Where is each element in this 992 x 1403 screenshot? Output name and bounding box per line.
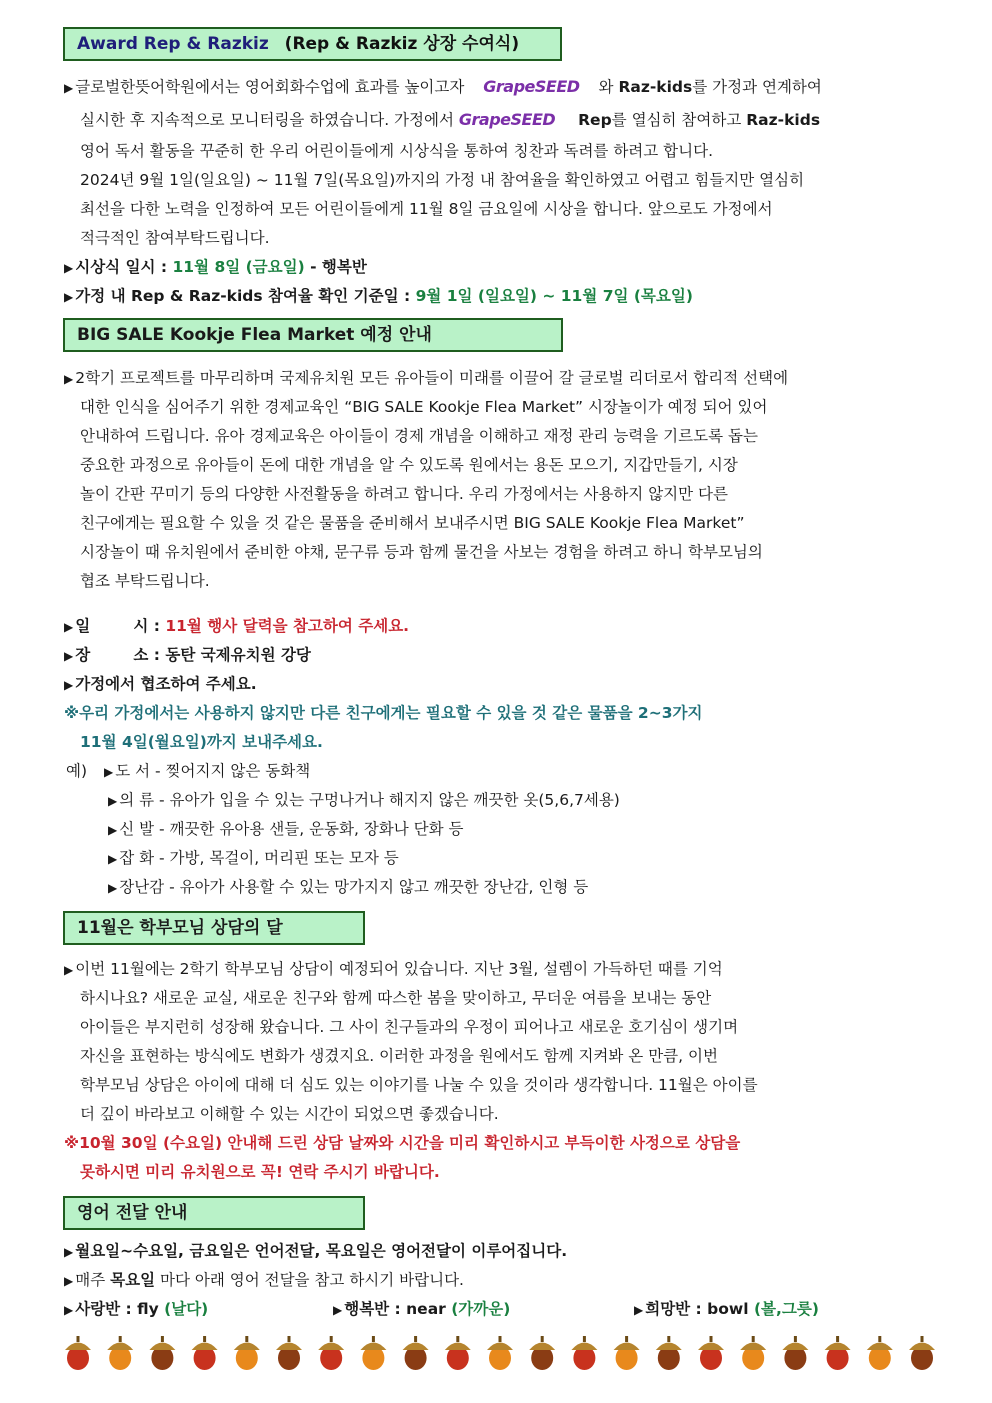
flea-line: 협조 부탁드립니다. bbox=[80, 572, 210, 590]
english-class-haengbok: ▶ 행복반 : near (가까운) bbox=[333, 1300, 511, 1318]
acorn-icon bbox=[65, 1336, 91, 1370]
acorn-icon bbox=[740, 1336, 766, 1370]
triangle-bullet-icon: ▶ bbox=[108, 823, 118, 837]
ceremony-date-line: ▶ 시상식 일시 : 11월 8일 (금요일) - 행복반 bbox=[64, 258, 367, 276]
acorn-icon bbox=[276, 1336, 302, 1370]
acorn-icon bbox=[107, 1336, 133, 1370]
consult-line: 자신을 표현하는 방식에도 변화가 생겼지요. 이러한 과정을 원에서도 함께 지켜봐 온 만큼, 이번 bbox=[80, 1047, 718, 1065]
consult-line: ▶ 이번 11월에는 2학기 학부모님 상담이 예정되어 있습니다. 지난 3월, 설렘이 가득하던 때를 기억 bbox=[64, 960, 723, 978]
acorn-icon bbox=[614, 1336, 640, 1370]
award-title-ko: (Rep & Razkiz 상장 수여식) bbox=[284, 34, 520, 54]
triangle-bullet-icon: ▶ bbox=[104, 765, 114, 779]
acorn-icon bbox=[529, 1336, 555, 1370]
flea-line: 친구에게는 필요할 수 있을 것 같은 물품을 준비해서 보내주시면 BIG SALE Kookje Flea Market” bbox=[80, 514, 745, 532]
consult-note-1: ※10월 30일 (수요일) 안내해 드린 상담 날짜와 시간을 미리 확인하시고 부득이한 사정으로 상담을 bbox=[64, 1134, 741, 1152]
acorn-icon bbox=[360, 1336, 386, 1370]
grapeseed-logo: GrapeSEED bbox=[483, 77, 580, 96]
triangle-bullet-icon: ▶ bbox=[64, 81, 74, 95]
consult-line: 학부모님 상담은 아이에 대해 더 심도 있는 이야기를 나눌 수 있을 것이라 생각합니다. 11월은 아이를 bbox=[80, 1076, 758, 1094]
award-line-4: 2024년 9월 1일(일요일) ~ 11월 7일(목요일)까지의 가정 내 참여율을 확인하였고 어렵고 힘들지만 열심히 bbox=[80, 171, 805, 189]
acorn-icon bbox=[909, 1336, 935, 1370]
award-line-6: 적극적인 참여부탁드립니다. bbox=[80, 229, 270, 247]
flea-line: 대한 인식을 심어주기 위한 경제교육인 “BIG SALE Kookje Flea Market” 시장놀이가 예정 되어 있어 bbox=[80, 398, 768, 416]
flea-line: 안내하여 드립니다. 유아 경제교육은 아이들이 경제 개념을 이해하고 재정 관리 능력을 기르도록 돕는 bbox=[80, 427, 758, 445]
acorn-icon bbox=[698, 1336, 724, 1370]
award-line-1: ▶ 글로벌한뜻어학원에서는 영어회화수업에 효과를 높이고자 GrapeSEED 와 Raz-kids를 가정과 연계하여 bbox=[64, 77, 822, 96]
flea-section-title: BIG SALE Kookje Flea Market 예정 안내 bbox=[63, 318, 563, 352]
english-class-sarang: ▶ 사랑반 : fly (날다) bbox=[64, 1300, 209, 1318]
acorn-icon bbox=[782, 1336, 808, 1370]
flea-home-line: ▶ 가정에서 협조하여 주세요. bbox=[64, 675, 257, 693]
example-item: ▶ 잡 화 - 가방, 목걸이, 머리핀 또는 모자 등 bbox=[108, 849, 399, 867]
triangle-bullet-icon: ▶ bbox=[108, 794, 118, 808]
acorn-icon bbox=[445, 1336, 471, 1370]
grapeseed-logo-2: GrapeSEED bbox=[458, 110, 556, 129]
english-line-2: ▶ 매주 목요일 마다 아래 영어 전달을 참고 하시기 바랍니다. bbox=[64, 1271, 464, 1289]
triangle-bullet-icon: ▶ bbox=[108, 881, 118, 895]
award-title-en: Award Rep & Razkiz bbox=[77, 34, 269, 54]
english-line-1: ▶ 월요일~수요일, 금요일은 언어전달, 목요일은 영어전달이 이루어집니다. bbox=[64, 1242, 568, 1260]
triangle-bullet-icon: ▶ bbox=[108, 852, 118, 866]
flea-place-line: ▶ 장 소 : 동탄 국제유치원 강당 bbox=[64, 646, 311, 664]
acorn-icon bbox=[403, 1336, 429, 1370]
acorn-icon bbox=[234, 1336, 260, 1370]
consult-section-title: 11월은 학부모님 상담의 달 bbox=[63, 911, 365, 945]
flea-date-line: ▶ 일 시 : 11월 행사 달력을 참고하여 주세요. bbox=[64, 617, 410, 635]
acorn-icon bbox=[192, 1336, 218, 1370]
award-line-2: 실시한 후 지속적으로 모니터링을 하였습니다. 가정에서 GrapeSEED Rep를 열심히 참여하고 Raz-kids bbox=[80, 110, 821, 129]
award-section-title bbox=[63, 27, 562, 61]
acorn-icon bbox=[825, 1336, 851, 1370]
flea-line: 시장놀이 때 유치원에서 준비한 야채, 문구류 등과 함께 물건을 사보는 경험을 하려고 하니 학부모님의 bbox=[80, 543, 763, 561]
consult-line: 아이들은 부지런히 성장해 왔습니다. 그 사이 친구들과의 우정이 피어나고 새로운 호기심이 생기며 bbox=[80, 1018, 739, 1036]
acorn-border bbox=[60, 1333, 940, 1373]
raz-kids-label: Raz-kids bbox=[618, 78, 693, 96]
acorn-icon bbox=[867, 1336, 893, 1370]
acorn-icon bbox=[487, 1336, 513, 1370]
acorn-icon bbox=[149, 1336, 175, 1370]
example-item: ▶ 의 류 - 유아가 입을 수 있는 구멍나거나 해지지 않은 깨끗한 옷(5,6,7세용) bbox=[108, 791, 620, 809]
award-line-5: 최선을 다한 노력을 인정하여 모든 어린이들에게 11월 8일 금요일에 시상을 합니다. 앞으로도 가정에서 bbox=[80, 200, 773, 218]
example-item: ▶ 도 서 - 찢어지지 않은 동화책 bbox=[104, 762, 311, 780]
acorn-icon bbox=[571, 1336, 597, 1370]
triangle-bullet-icon: ▶ bbox=[64, 372, 74, 386]
consult-line: 더 깊이 바라보고 이해할 수 있는 시간이 되었으면 좋겠습니다. bbox=[80, 1105, 499, 1123]
example-prefix: 예) bbox=[66, 762, 88, 780]
example-item: ▶ 신 발 - 깨끗한 유아용 샌들, 운동화, 장화나 단화 등 bbox=[108, 820, 464, 838]
flea-note-2: 11월 4일(월요일)까지 보내주세요. bbox=[80, 733, 323, 751]
criteria-line: ▶ 가정 내 Rep & Raz-kids 참여율 확인 기준일 : 9월 1일 (일요일) ~ 11월 7일 (목요일) bbox=[64, 287, 693, 305]
english-class-huimang: ▶ 희망반 : bowl (볼,그릇) bbox=[634, 1300, 819, 1318]
english-section-title: 영어 전달 안내 bbox=[63, 1196, 365, 1230]
flea-line: ▶ 2학기 프로젝트를 마무리하며 국제유치원 모든 유아들이 미래를 이끌어 갈 글로벌 리더로서 합리적 선택에 bbox=[64, 369, 789, 387]
acorn-icon bbox=[318, 1336, 344, 1370]
flea-line: 놀이 간판 꾸미기 등의 다양한 사전활동을 하려고 합니다. 우리 가정에서는 사용하지 않지만 다른 bbox=[80, 485, 729, 503]
flea-line: 중요한 과정으로 유아들이 돈에 대한 개념을 알 수 있도록 원에서는 용돈 모으기, 지갑만들기, 시장 bbox=[80, 456, 738, 474]
example-item: ▶ 장난감 - 유아가 사용할 수 있는 망가지지 않고 깨끗한 장난감, 인형 등 bbox=[108, 878, 589, 896]
award-line-3: 영어 독서 활동을 꾸준히 한 우리 어린이들에게 시상식을 통하여 칭찬과 독려를 하려고 합니다. bbox=[80, 142, 714, 160]
triangle-bullet-icon: ▶ bbox=[64, 963, 74, 977]
acorn-icon bbox=[656, 1336, 682, 1370]
consult-line: 하시나요? 새로운 교실, 새로운 친구와 함께 따스한 봄을 맞이하고, 무더운 여름을 보내는 동안 bbox=[80, 989, 712, 1007]
flea-note-1: ※우리 가정에서는 사용하지 않지만 다른 친구에게는 필요할 수 있을 것 같은 물품을 2~3가지 bbox=[64, 704, 703, 722]
consult-note-2: 못하시면 미리 유치원으로 꼭! 연락 주시기 바랍니다. bbox=[80, 1163, 440, 1181]
